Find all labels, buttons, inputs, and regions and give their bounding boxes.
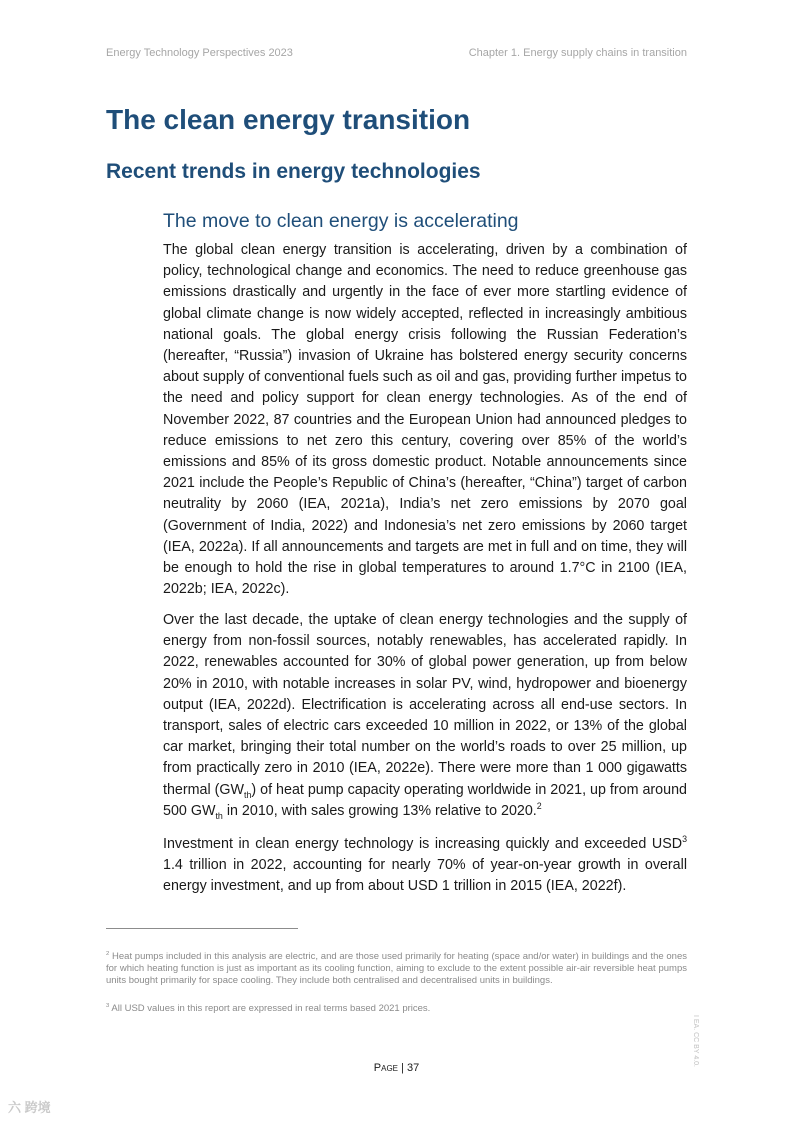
paragraph-text: Investment in clean energy technology is increasing quickly and exceeded USD xyxy=(163,836,683,852)
paragraph-clean-energy-transition: The global clean energy transition is accelerating, driven by a combination of policy, technological change and economics. The need to reduce greenhouse gas emissions drastically and urgently in the face of ever more startling evidence of global climate change is now widely accepted, reflected in increasingly ambitious national goals. The global energy crisis following the Russian Federation’s (hereafter, “Russia”) invasion of Ukraine has bolstered energy security concerns about supply of conventional fuels such as oil and gas, providing further impetus to the need and policy support for clean energy technologies. As of the end of November 2022, 87 countries and the European Union had announced pledges to reduce emissions to net zero this century, covering over 85% of the world’s emissions and 85% of its gross domestic product. Notable announcements since 2021 include the People’s Republic of China’s (hereafter, “China”) target of carbon neutrality by 2060 (IEA, 2021a), India’s net zero emissions by 2070 goal (Government of India, 2022) and Indonesia’s net zero emissions by 2060 target (IEA, 2022a). If all announcements and targets are met in full and on time, they will be enough to hold the rise in global temperatures to around 1.7°C in 2100 (IEA, 2022b; IEA, 2022c). xyxy=(163,242,687,598)
paragraph-text: 1.4 trillion in 2022, accounting for nearly 70% of year-on-year growth in overall energy investment, and up from about USD 1 trillion in 2015 (IEA, 2022f). xyxy=(163,857,687,895)
footnote-ref-2[interactable]: 2 xyxy=(536,801,542,812)
paragraph-text: ) of heat pump capacity operating worldwide in 2021, up from around 500 GW xyxy=(163,781,687,819)
running-header-left: Energy Technology Perspectives 2023 xyxy=(106,47,293,59)
page-word: Page xyxy=(373,1062,398,1074)
chapter-section-title: The clean energy transition xyxy=(106,104,471,135)
watermark-logo: 六 跨境 xyxy=(8,1100,51,1115)
footnote-mark: 3 xyxy=(106,1002,110,1009)
footnote-mark: 2 xyxy=(106,950,110,957)
paragraph-text: Over the last decade, the uptake of clean energy technologies and the supply of energy from non-fossil sources, notably renewables, has accelerated rapidly. In 2022, renewables accounted for 30% of global power generation, up from below 20% in 2010, with notable increases in solar PV, wind, hydropower and bioenergy output (IEA, 2022d). Electrification is accelerating across all end-use sectors. In transport, sales of electric cars exceeded 10 million in 2022, or 13% of the global car market, bringing their total number on the world’s roads to over 25 million, up from practically zero in 2010 (IEA, 2022e). There were more than 1 000 gigawatts thermal (GW xyxy=(163,612,687,798)
page-number-value: 37 xyxy=(406,1062,420,1074)
subsection-heading: The move to clean energy is accelerating xyxy=(163,210,519,232)
subscript-th: th xyxy=(244,789,252,800)
paragraph-clean-investment xyxy=(163,834,687,898)
footnote-3 xyxy=(106,1003,687,1015)
footnote-ref-3[interactable]: 3 xyxy=(682,834,687,845)
section-heading: Recent trends in energy technologies xyxy=(106,160,481,183)
page-separator: | xyxy=(398,1062,407,1074)
paragraph-text: in 2010, with sales growing 13% relative to 2020. xyxy=(222,802,537,819)
license-side-note: I EA. CC BY 4.0. xyxy=(692,1015,699,1068)
page-number xyxy=(0,1062,793,1074)
footnote-2 xyxy=(106,951,687,988)
paragraph-clean-tech-uptake xyxy=(163,610,687,822)
footnote-text: Heat pumps included in this analysis are electric, and are those used primarily for heating (space and/or water) in buildings and the ones for which heating function is just as important as its cooling function, aiming to exclude to the extent possible air-air reversible heat pumps units bought primarily for space cooling. They include both centralised and decentralised units in buildings. xyxy=(106,951,687,987)
running-header-right: Chapter 1. Energy supply chains in transition xyxy=(468,47,687,59)
footnote-text: All USD values in this report are expressed in real terms based 2021 prices. xyxy=(109,1003,431,1014)
subscript-th: th xyxy=(215,810,223,821)
footnote-divider xyxy=(106,928,298,929)
